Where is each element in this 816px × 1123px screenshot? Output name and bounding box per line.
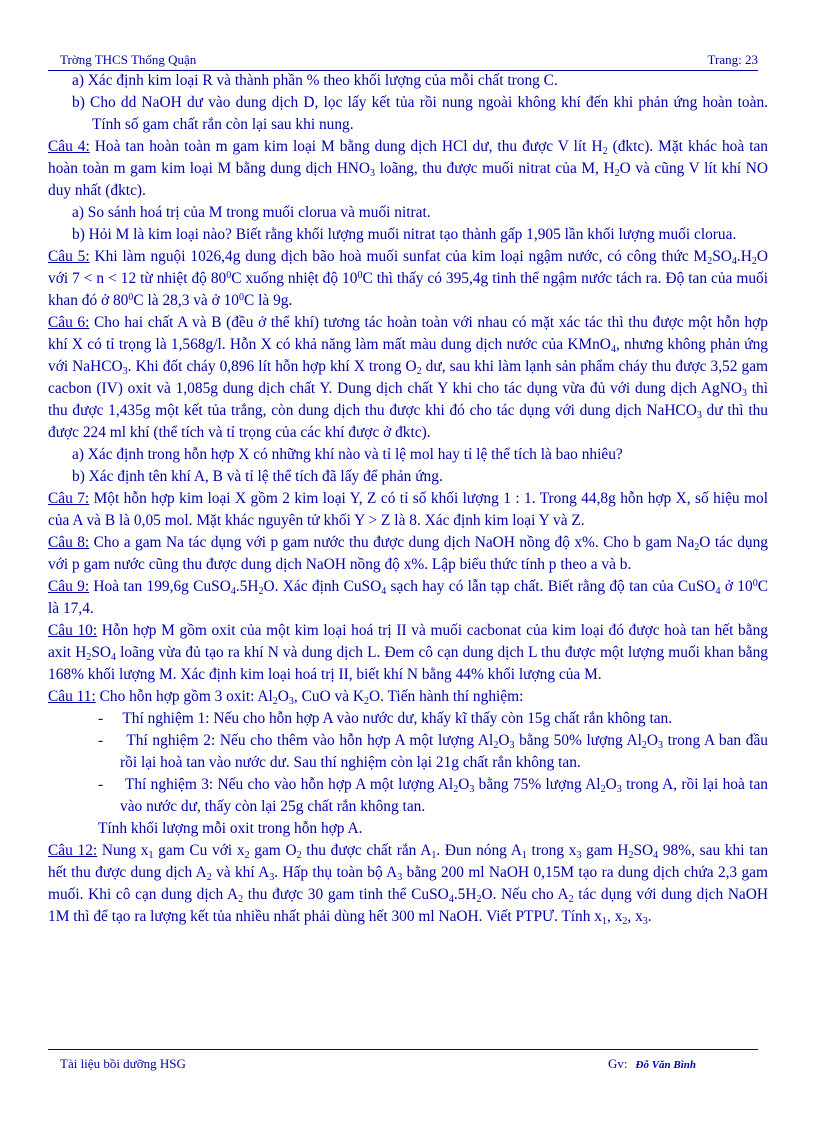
question-label: Câu 8: [48,534,90,551]
question-12: Câu 12: Nung $x_1$ gam Cu với $x_2$ gam $O_2$ thu được chất rắn $A_1$. Đun nóng $A_1$ trong $x_3$ gam $H_2SO_4$ 98%, sau khi tan hết thu được dung dịch $A_2$ và khí $A_3$. Hấp thụ toàn bộ $A_3$ bằng 200 ml NaOH 0,15M tạo ra dung dịch chứa 2,3 gam muối. Khi cô cạn dung dịch $A_2$ thu được 30 gam tinh thể $CuSO_4.5H_2O$. Nếu cho $A_2$ tác dụng với dung dịch NaOH 1M thì để tạo ra lượng kết tủa nhiều nhất phải dùng hết 300 ml NaOH. Viết PTPƯ. Tính $x_1$, $x_2$, $x_3$. [48,842,769,927]
question-label: Câu 5: [48,248,90,265]
question-label: Câu 4: [48,138,90,155]
question-9: Câu 9: Hoà tan 199,6g $CuSO_4.5H_2O$. Xác định CuSO$_4$ sạch hay có lẫn tạp chất. Biết rằng độ tan của CuSO$_4$ ở $10^0C$ là 17,4. [48,578,768,617]
experiment-3: - Thí nghiệm 3: Nếu cho vào hỗn hợp A một lượng $Al_2O_3$ bằng 75% lượng $Al_2O_3$ trong A, rồi lại hoà tan vào nước dư, thấy còn lại 25g chất rắn không tan. [98,776,768,815]
question-11: Câu 11: Cho hỗn hợp gồm 3 oxit: $Al_2O_3$, CuO và $K_2O$. Tiến hành thí nghiệm: [48,688,524,707]
question-10: Câu 10: Hỗn hợp M gồm oxit của một kim loại hoá trị II và muối cacbonat của kim loại đó được hoà tan hết bằng axit $H_2SO_4$ loãng vừa đủ tạo ra khí N và dung dịch L. Đem cô cạn dung dịch L thu được một lượng muối khan bằng 168% khối lượng M. Xác định kim loại hoá trị II, biết khí N bằng 44% khối lượng của M. [48,622,768,683]
question-5: Câu 5: Khi làm nguội 1026,4g dung dịch bão hoà muối sunfat của kim loại ngậm nước, có công thức $M_2SO_4.H_2O$ với 7 < n < 12 từ nhiệt độ $80^0C$ xuống nhiệt độ $10^0C$ thì thấy có 395,4g tinh thể ngậm nước tách ra. Độ tan của muối khan đó ở $80^0C$ là 28,3 và ở $10^0C$ là 9g. [48,248,768,309]
page-footer [48,1049,758,1090]
question-8: Câu 8: Cho a gam Na tác dụng với p gam nước thu được dung dịch NaOH nồng độ x%. Cho b gam $Na_2O$ tác dụng với p gam nước cũng thu được dung dịch NaOH nồng độ x%. Lập biểu thức tính p theo a và b. [48,534,768,573]
question-6-part-a: a) Xác định trong hỗn hợp X có những khí nào và tỉ lệ mol hay tỉ lệ thể tích là bao nhiêu? [72,446,623,463]
document-body [48,70,768,928]
question-6: Câu 6: Cho hai chất A và B (đều ở thể khí) tương tác hoàn toàn với nhau có mặt xác tác thì thu được một hỗn hợp khí X có tỉ trọng là 1,568g/l. Hỗn X có khả năng làm mất màu dung dịch nước của KMnO$_4$, nhưng không phản ứng với NaHCO$_3$. Khi đốt cháy 0,896 lít hỗn hợp khí X trong $O_2$ dư, sau khi làm lạnh sản phẩm cháy thu được 3,52 gam cacbon (IV) oxit và 1,085g dung dịch chất Y. Dung dịch chất Y khi cho tác dụng vừa đủ với dung dịch AgNO$_3$ thì thu được 1,435g một kết tủa trắng, còn dung dịch thu được khi đó cho tác dụng với dung dịch NaHCO$_3$ dư thì thu được 224 ml khí (thể tích và tỉ trọng của các khí được ở đktc). [48,314,769,441]
question-3-part-b: b) Cho dd NaOH dư vào dung dịch D, lọc lấy kết tủa rồi nung ngoài không khí đến khi phản ứng hoàn toàn. Tính số gam chất rắn còn lại sau khi nung. [72,94,768,133]
footer-document-title: Tài liệu bồi dưỡng HSG [60,1056,186,1071]
question-label: Câu 11: [48,688,96,705]
question-7: Câu 7: Một hỗn hợp kim loại X gồm 2 kim loại Y, Z có tỉ số khối lượng 1 : 1. Trong 44,8g hỗn hợp X, số hiệu mol của A và B là 0,05 mol. Mặt khác nguyên tử khối Y > Z là 8. Xác định kim loại Y và Z. [48,490,768,529]
page-number: Trang: 23 [707,52,758,67]
teacher-name: Đỗ Văn Bình [635,1059,697,1071]
page-header [48,52,758,71]
question-label: Câu 9: [48,578,90,595]
experiment-1: - Thí nghiệm 1: Nếu cho hỗn hợp A vào nước dư, khấy kĩ thấy còn 15g chất rắn không tan. [98,710,673,727]
question-label: Câu 7: [48,490,90,507]
question-4-part-a: a) So sánh hoá trị của M trong muối clorua và muối nitrat. [72,204,431,221]
question-4: Câu 4: Hoà tan hoàn toàn m gam kim loại M bằng dung dịch HCl dư, thu được V lít $H_2$ (đktc). Mặt khác hoà tan hoàn toàn m gam kim loại M bằng dung dịch $HNO_3$ loãng, thu được muối nitrat của M, $H_2O$ và cũng V lít khí NO duy nhất (đktc). [48,138,769,199]
teacher-credit: Gv: Đỗ Văn Bình [608,1056,697,1071]
question-4-part-b: b) Hỏi M là kim loại nào? Biết rằng khối lượng muối nitrat tạo thành gấp 1,905 lần khối lượng muối clorua. [72,226,737,243]
experiment-2: - Thí nghiệm 2: Nếu cho thêm vào hỗn hợp A một lượng $Al_2O_3$ bằng 50% lượng $Al_2O_3$ trong A ban đầu rồi lại hoà tan vào nước dư. Sau thí nghiệm còn lại 21g chất rắn không tan. [98,732,768,771]
question-11-task: Tính khối lượng mỗi oxit trong hỗn hợp A. [98,820,363,837]
school-name: Trờng THCS Thống Quận [60,52,197,67]
question-label: Câu 6: [48,314,90,331]
question-3-part-a: a) Xác định kim loại R và thành phần % theo khối lượng của mỗi chất trong C. [72,72,558,89]
question-6-part-b: b) Xác định tên khí A, B và tỉ lệ thể tích đã lấy để phản ứng. [72,468,443,485]
question-label: Câu 12: [48,842,98,859]
question-label: Câu 10: [48,622,98,639]
